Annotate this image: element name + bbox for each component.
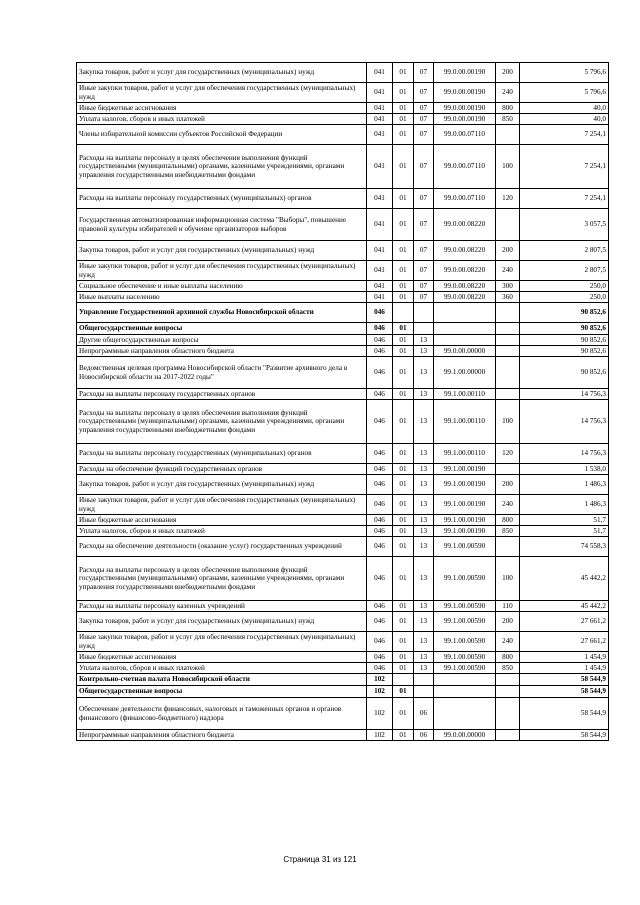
row-subsection-code: 07 (414, 145, 434, 189)
row-target-article (434, 698, 496, 730)
row-amount: 1 486,3 (520, 495, 609, 515)
row-expense-type: 200 (496, 612, 520, 632)
table-row (77, 652, 609, 663)
row-subsection-code: 13 (414, 632, 434, 652)
row-amount: 58 544,9 (520, 686, 609, 698)
row-ved-code: 102 (367, 686, 393, 698)
row-ved-code: 046 (367, 400, 393, 444)
row-section-code: 01 (393, 63, 414, 83)
row-ved-code: 041 (367, 292, 393, 303)
row-ved-code: 046 (367, 537, 393, 557)
row-subsection-code: 13 (414, 495, 434, 515)
row-name: Иные закупки товаров, работ и услуг для обеспечения государственных (муниципальных) нужд (77, 632, 367, 652)
row-ved-code: 046 (367, 495, 393, 515)
row-section-code: 01 (393, 281, 414, 292)
table-row (77, 189, 609, 209)
row-name: Управление Государственной архивной службы Новосибирской области (77, 303, 367, 323)
row-subsection-code: 13 (414, 612, 434, 632)
row-section-code: 01 (393, 495, 414, 515)
row-name: Иные бюджетные ассигнования (77, 515, 367, 526)
row-amount: 45 442,2 (520, 601, 609, 612)
row-target-article: 99.0.00.00190 (434, 83, 496, 103)
row-ved-code: 046 (367, 444, 393, 464)
row-ved-code: 046 (367, 612, 393, 632)
row-expense-type: 100 (496, 400, 520, 444)
table-row (77, 335, 609, 346)
row-expense-type: 240 (496, 261, 520, 281)
table-row (77, 632, 609, 652)
row-section-code: 01 (393, 612, 414, 632)
row-name: Расходы на выплаты персоналу в целях обеспечения выполнения функций государственными (муниципальными) органами, казенными учреждениями, органами управления государственными внебюджетными фондами (77, 145, 367, 189)
row-name: Расходы на выплаты персоналу в целях обеспечения выполнения функций государственными (муниципальными) органами, казенными учреждениями, органами управления государственными внебюджетными фондами (77, 557, 367, 601)
row-section-code: 01 (393, 652, 414, 663)
row-subsection-code: 13 (414, 357, 434, 389)
row-name: Закупка товаров, работ и услуг для государственных (муниципальных) нужд (77, 241, 367, 261)
row-subsection-code (414, 674, 434, 686)
row-ved-code: 041 (367, 281, 393, 292)
row-expense-type: 100 (496, 557, 520, 601)
row-expense-type (496, 686, 520, 698)
row-target-article: 99.0.00.00000 (434, 346, 496, 357)
row-target-article: 99.0.00.08220 (434, 261, 496, 281)
row-ved-code: 046 (367, 346, 393, 357)
row-expense-type: 200 (496, 241, 520, 261)
row-expense-type: 110 (496, 601, 520, 612)
row-subsection-code: 13 (414, 601, 434, 612)
row-ved-code: 046 (367, 475, 393, 495)
row-expense-type: 800 (496, 652, 520, 663)
row-amount: 14 756,3 (520, 400, 609, 444)
row-ved-code: 041 (367, 103, 393, 114)
row-name: Государственная автоматизированная информационная система "Выборы", повышение правовой культуры избирателей и обучение организаторов выборов (77, 209, 367, 241)
row-target-article: 99.1.00.00590 (434, 612, 496, 632)
row-subsection-code: 13 (414, 464, 434, 475)
row-amount: 14 756,3 (520, 389, 609, 400)
row-section-code: 01 (393, 632, 414, 652)
row-ved-code: 046 (367, 464, 393, 475)
row-section-code: 01 (393, 209, 414, 241)
row-section-code: 01 (393, 389, 414, 400)
row-name: Расходы на выплаты персоналу государственных (муниципальных) органов (77, 189, 367, 209)
row-name: Непрограммные направления областного бюджета (77, 730, 367, 741)
row-ved-code: 046 (367, 557, 393, 601)
table-row (77, 323, 609, 335)
row-expense-type: 800 (496, 515, 520, 526)
row-ved-code: 041 (367, 189, 393, 209)
table-row (77, 209, 609, 241)
row-subsection-code (414, 323, 434, 335)
row-name: Иные закупки товаров, работ и услуг для обеспечения государственных (муниципальных) нужд (77, 83, 367, 103)
row-amount: 51,7 (520, 515, 609, 526)
row-name: Ведомственная целевая программа Новосибирской области "Развитие архивного дела в Новосибирской области на 2017-2022 годы" (77, 357, 367, 389)
row-target-article (434, 323, 496, 335)
row-ved-code: 041 (367, 209, 393, 241)
row-name: Иные бюджетные ассигнования (77, 652, 367, 663)
row-section-code: 01 (393, 698, 414, 730)
row-target-article: 99.0.00.07110 (434, 189, 496, 209)
row-subsection-code: 07 (414, 209, 434, 241)
row-amount: 5 796,6 (520, 63, 609, 83)
table-row (77, 400, 609, 444)
row-section-code: 01 (393, 145, 414, 189)
row-ved-code: 041 (367, 241, 393, 261)
row-target-article: 99.0.00.07110 (434, 125, 496, 145)
row-amount: 58 544,9 (520, 730, 609, 741)
row-subsection-code: 13 (414, 389, 434, 400)
table-row (77, 698, 609, 730)
row-target-article: 99.1.00.00110 (434, 400, 496, 444)
row-ved-code: 046 (367, 601, 393, 612)
row-subsection-code: 07 (414, 292, 434, 303)
row-ved-code: 046 (367, 652, 393, 663)
row-ved-code: 046 (367, 526, 393, 537)
row-expense-type (496, 125, 520, 145)
row-subsection-code: 06 (414, 698, 434, 730)
row-name: Иные закупки товаров, работ и услуг для обеспечения государственных (муниципальных) нужд (77, 495, 367, 515)
row-section-code: 01 (393, 83, 414, 103)
row-amount: 3 057,5 (520, 209, 609, 241)
row-amount: 1 486,3 (520, 475, 609, 495)
row-target-article: 99.1.00.00590 (434, 557, 496, 601)
row-section-code: 01 (393, 400, 414, 444)
row-target-article: 99.1.00.00590 (434, 537, 496, 557)
row-amount: 250,0 (520, 292, 609, 303)
row-amount: 7 254,1 (520, 189, 609, 209)
row-target-article (434, 335, 496, 346)
row-subsection-code: 07 (414, 261, 434, 281)
row-section-code: 01 (393, 357, 414, 389)
table-row (77, 357, 609, 389)
row-ved-code: 041 (367, 63, 393, 83)
row-section-code: 01 (393, 114, 414, 125)
row-subsection-code: 13 (414, 557, 434, 601)
table-row (77, 526, 609, 537)
row-amount: 45 442,2 (520, 557, 609, 601)
row-name: Закупка товаров, работ и услуг для государственных (муниципальных) нужд (77, 612, 367, 632)
row-subsection-code: 13 (414, 515, 434, 526)
row-name: Уплата налогов, сборов и иных платежей (77, 526, 367, 537)
row-target-article: 99.1.00.00110 (434, 389, 496, 400)
row-amount: 51,7 (520, 526, 609, 537)
row-expense-type (496, 698, 520, 730)
row-subsection-code: 07 (414, 103, 434, 114)
row-expense-type: 120 (496, 189, 520, 209)
row-name: Расходы на выплаты персоналу государственных органов (77, 389, 367, 400)
budget-table (76, 62, 609, 741)
row-amount: 90 852,6 (520, 335, 609, 346)
row-target-article (434, 674, 496, 686)
row-target-article: 99.1.00.00190 (434, 495, 496, 515)
row-subsection-code (414, 303, 434, 323)
table-row (77, 601, 609, 612)
row-amount: 27 661,2 (520, 632, 609, 652)
row-section-code: 01 (393, 475, 414, 495)
row-target-article: 99.0.00.08220 (434, 241, 496, 261)
table-row (77, 261, 609, 281)
row-name: Иные закупки товаров, работ и услуг для обеспечения государственных (муниципальных) нужд (77, 261, 367, 281)
row-expense-type (496, 303, 520, 323)
row-section-code: 01 (393, 346, 414, 357)
row-target-article: 99.1.00.00590 (434, 601, 496, 612)
row-target-article: 99.1.00.00190 (434, 464, 496, 475)
row-ved-code: 046 (367, 335, 393, 346)
table-row (77, 515, 609, 526)
row-section-code: 01 (393, 189, 414, 209)
row-name: Расходы на выплаты персоналу в целях обеспечения выполнения функций государственными (муниципальными) органами, казенными учреждениями, органами управления государственными внебюджетными фондами (77, 400, 367, 444)
row-expense-type (496, 323, 520, 335)
row-subsection-code: 07 (414, 83, 434, 103)
row-ved-code: 046 (367, 303, 393, 323)
row-ved-code: 046 (367, 663, 393, 674)
row-subsection-code: 13 (414, 400, 434, 444)
row-section-code: 01 (393, 241, 414, 261)
row-name: Расходы на обеспечение деятельности (оказание услуг) государственных учреждений (77, 537, 367, 557)
row-name: Уплата налогов, сборов и иных платежей (77, 663, 367, 674)
row-target-article: 99.1.00.00190 (434, 515, 496, 526)
row-expense-type (496, 357, 520, 389)
row-section-code (393, 303, 414, 323)
table-row (77, 444, 609, 464)
table-row (77, 537, 609, 557)
row-section-code: 01 (393, 730, 414, 741)
row-expense-type (496, 346, 520, 357)
row-ved-code: 041 (367, 83, 393, 103)
row-amount: 58 544,9 (520, 698, 609, 730)
row-expense-type: 240 (496, 632, 520, 652)
row-section-code: 01 (393, 261, 414, 281)
row-expense-type: 300 (496, 281, 520, 292)
row-name: Расходы на выплаты персоналу государственных (муниципальных) органов (77, 444, 367, 464)
row-target-article: 99.1.00.00590 (434, 663, 496, 674)
row-target-article: 99.0.00.00190 (434, 63, 496, 83)
row-name: Расходы на обеспечение функций государственных органов (77, 464, 367, 475)
table-row (77, 114, 609, 125)
row-amount: 40,0 (520, 114, 609, 125)
table-row (77, 663, 609, 674)
table-row (77, 83, 609, 103)
row-amount: 1 538,0 (520, 464, 609, 475)
row-amount: 90 852,6 (520, 346, 609, 357)
row-target-article: 99.1.00.00590 (434, 652, 496, 663)
row-amount: 5 796,6 (520, 83, 609, 103)
row-name: Иные выплаты населению (77, 292, 367, 303)
row-amount: 2 807,5 (520, 261, 609, 281)
row-amount: 90 852,6 (520, 357, 609, 389)
row-target-article: 99.0.00.00000 (434, 730, 496, 741)
row-section-code: 01 (393, 103, 414, 114)
row-expense-type: 200 (496, 475, 520, 495)
row-amount: 14 756,3 (520, 444, 609, 464)
row-amount: 2 807,5 (520, 241, 609, 261)
row-amount: 90 852,6 (520, 323, 609, 335)
row-expense-type (496, 209, 520, 241)
row-subsection-code: 13 (414, 663, 434, 674)
row-amount: 27 661,2 (520, 612, 609, 632)
row-target-article: 99.0.00.07110 (434, 145, 496, 189)
row-expense-type (496, 335, 520, 346)
table-row (77, 281, 609, 292)
row-expense-type: 200 (496, 63, 520, 83)
row-expense-type (496, 389, 520, 400)
row-target-article: 99.0.00.08220 (434, 292, 496, 303)
row-subsection-code: 07 (414, 125, 434, 145)
table-row (77, 495, 609, 515)
table-row (77, 346, 609, 357)
row-ved-code: 102 (367, 674, 393, 686)
row-amount: 40,0 (520, 103, 609, 114)
row-ved-code: 041 (367, 125, 393, 145)
row-subsection-code: 07 (414, 114, 434, 125)
row-subsection-code: 13 (414, 652, 434, 663)
table-row (77, 303, 609, 323)
row-name: Обеспечение деятельности финансовых, налоговых и таможенных органов и органов финансового (финансово-бюджетного) надзора (77, 698, 367, 730)
row-name: Социальное обеспечение и иные выплаты населению (77, 281, 367, 292)
row-expense-type: 120 (496, 444, 520, 464)
row-subsection-code: 13 (414, 526, 434, 537)
row-target-article: 99.1.00.00000 (434, 357, 496, 389)
table-row (77, 730, 609, 741)
row-amount: 250,0 (520, 281, 609, 292)
row-ved-code: 041 (367, 145, 393, 189)
table-row (77, 612, 609, 632)
row-expense-type: 100 (496, 145, 520, 189)
table-row (77, 686, 609, 698)
row-name: Непрограммные направления областного бюджета (77, 346, 367, 357)
row-amount: 1 454,9 (520, 652, 609, 663)
row-expense-type: 850 (496, 663, 520, 674)
row-expense-type (496, 730, 520, 741)
row-amount: 90 852,6 (520, 303, 609, 323)
row-subsection-code: 13 (414, 475, 434, 495)
row-name: Закупка товаров, работ и услуг для государственных (муниципальных) нужд (77, 475, 367, 495)
row-target-article: 99.0.00.00190 (434, 103, 496, 114)
row-ved-code: 046 (367, 357, 393, 389)
row-ved-code: 041 (367, 114, 393, 125)
row-expense-type (496, 674, 520, 686)
row-amount: 74 558,3 (520, 537, 609, 557)
row-subsection-code: 07 (414, 189, 434, 209)
row-target-article: 99.0.00.00190 (434, 114, 496, 125)
table-row (77, 557, 609, 601)
row-name: Общегосударственные вопросы (77, 686, 367, 698)
row-section-code (393, 674, 414, 686)
row-expense-type: 240 (496, 83, 520, 103)
row-section-code: 01 (393, 515, 414, 526)
table-row (77, 145, 609, 189)
row-amount: 7 254,1 (520, 125, 609, 145)
row-name: Другие общегосударственные вопросы (77, 335, 367, 346)
row-section-code: 01 (393, 663, 414, 674)
row-ved-code: 046 (367, 515, 393, 526)
row-target-article (434, 686, 496, 698)
row-ved-code: 046 (367, 323, 393, 335)
row-ved-code: 046 (367, 389, 393, 400)
row-expense-type: 800 (496, 103, 520, 114)
table-row (77, 241, 609, 261)
row-name: Расходы на выплаты персоналу казенных учреждений (77, 601, 367, 612)
row-expense-type: 850 (496, 114, 520, 125)
table-row (77, 63, 609, 83)
row-target-article: 99.1.00.00190 (434, 475, 496, 495)
row-section-code: 01 (393, 323, 414, 335)
row-section-code: 01 (393, 537, 414, 557)
table-row (77, 125, 609, 145)
table-row (77, 389, 609, 400)
row-section-code: 01 (393, 686, 414, 698)
row-subsection-code: 06 (414, 730, 434, 741)
row-target-article: 99.1.00.00190 (434, 526, 496, 537)
table-row (77, 464, 609, 475)
row-ved-code: 046 (367, 632, 393, 652)
row-section-code: 01 (393, 601, 414, 612)
row-target-article (434, 303, 496, 323)
budget-table-body (77, 63, 609, 741)
row-subsection-code: 13 (414, 444, 434, 464)
row-expense-type (496, 464, 520, 475)
row-subsection-code: 13 (414, 346, 434, 357)
row-subsection-code: 07 (414, 63, 434, 83)
row-section-code: 01 (393, 464, 414, 475)
row-section-code: 01 (393, 292, 414, 303)
row-ved-code: 102 (367, 698, 393, 730)
row-name: Члены избирательной комиссии субъектов Российской Федерации (77, 125, 367, 145)
row-subsection-code: 13 (414, 335, 434, 346)
row-expense-type (496, 537, 520, 557)
row-amount: 7 254,1 (520, 145, 609, 189)
row-target-article: 99.0.00.08220 (434, 281, 496, 292)
table-row (77, 674, 609, 686)
row-section-code: 01 (393, 444, 414, 464)
row-section-code: 01 (393, 335, 414, 346)
page-footer: Страница 31 из 121 (283, 855, 357, 864)
row-subsection-code (414, 686, 434, 698)
row-expense-type: 360 (496, 292, 520, 303)
row-target-article: 99.0.00.08220 (434, 209, 496, 241)
row-section-code: 01 (393, 526, 414, 537)
table-row (77, 103, 609, 114)
row-name: Контрольно-счетная палата Новосибирской области (77, 674, 367, 686)
row-section-code: 01 (393, 557, 414, 601)
row-ved-code: 041 (367, 261, 393, 281)
row-name: Уплата налогов, сборов и иных платежей (77, 114, 367, 125)
table-row (77, 292, 609, 303)
row-expense-type: 240 (496, 495, 520, 515)
row-amount: 1 454,9 (520, 663, 609, 674)
row-amount: 58 544,9 (520, 674, 609, 686)
row-name: Иные бюджетные ассигнования (77, 103, 367, 114)
row-target-article: 99.1.00.00590 (434, 632, 496, 652)
row-section-code: 01 (393, 125, 414, 145)
row-target-article: 99.1.00.00110 (434, 444, 496, 464)
row-name: Общегосударственные вопросы (77, 323, 367, 335)
table-row (77, 475, 609, 495)
row-subsection-code: 13 (414, 537, 434, 557)
row-subsection-code: 07 (414, 281, 434, 292)
row-ved-code: 102 (367, 730, 393, 741)
row-subsection-code: 07 (414, 241, 434, 261)
row-expense-type: 850 (496, 526, 520, 537)
row-name: Закупка товаров, работ и услуг для государственных (муниципальных) нужд (77, 63, 367, 83)
